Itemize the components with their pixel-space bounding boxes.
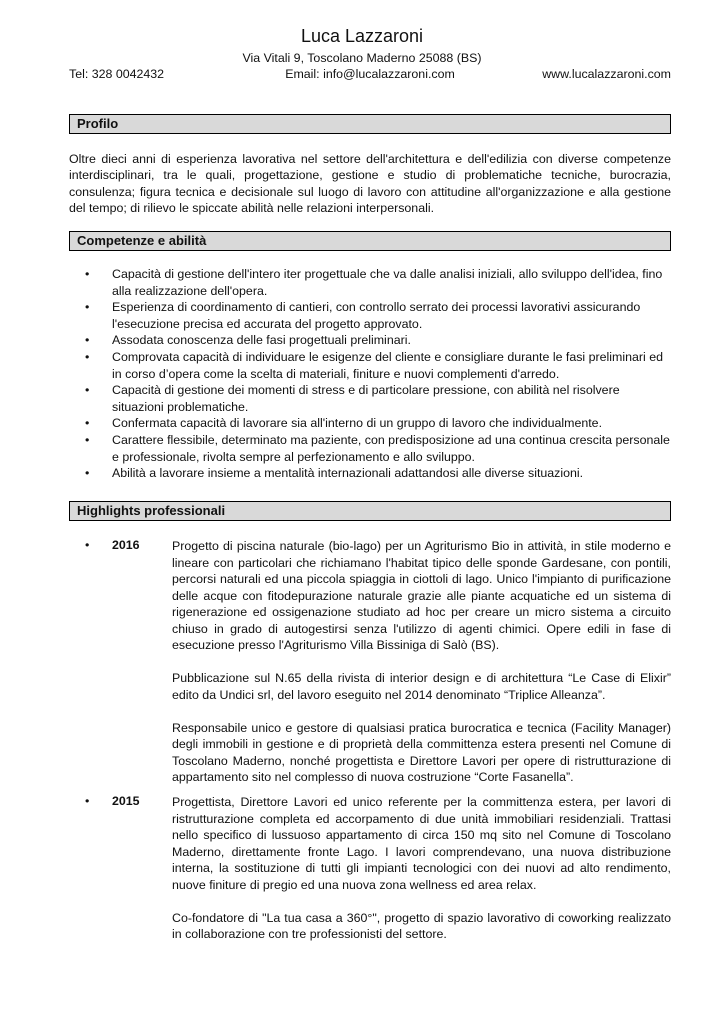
profilo-text: Oltre dieci anni di esperienza lavorativa nel settore dell'architettura e dell'edilizia con diverse competenze interdisciplinari, tra le quali, progettazione, gestione e studio di problematiche tecniche, burocrazia, consulenza; figura tecnica e decisionale sul luogo di lavoro con attitudine all'organizzazione e alla gestione del tempo; di rilievo le spiccate abilità nelle relazioni interpersonali. — [69, 152, 671, 215]
highlight-paragraph: Responsabile unico e gestore di qualsiasi pratica burocratica e tecnica (Facility Manager) degli immobili in gestione e di proprietà della committenza estera presenti nel Comune di Toscolano Maderno, nonché progettista e Direttore Lavori per opere di ristrutturazione di appartamento sito nel complesso di nuova costruzione “Corte Fasanella”. — [172, 720, 671, 784]
list-item-text: Confermata capacità di lavorare sia all'interno di un gruppo di lavoro che individualmente. — [112, 416, 603, 431]
bullet-icon: • — [85, 538, 90, 552]
cv-name: Luca Lazzaroni — [300, 26, 424, 46]
list-item-text: Capacità di gestione dell'intero iter progettuale che va dalle analisi iniziali, allo sviluppo dell'idea, fino alla realizzazione dell'opera. — [112, 267, 663, 298]
list-item — [69, 299, 671, 332]
highlight-body — [172, 538, 671, 802]
list-item — [69, 382, 671, 415]
competenze-list — [69, 266, 671, 482]
list-item-text: Comprovata capacità di individuare le esigenze del cliente e consigliare durante le fasi preliminari ed in corso d’opera come la scelta di materiali, finiture e nuovi complementi d'arredo. — [112, 349, 664, 381]
section-header-highlights: Highlights professionali — [69, 501, 671, 521]
list-item — [69, 332, 671, 349]
list-item — [69, 465, 671, 482]
highlight-paragraph: Progettista, Direttore Lavori ed unico referente per la committenza estera, per lavori di ristrutturazione completa ed accorpamento di due unità immobiliari residenziali. Trattasi nello specifico di lussuoso appartamento di circa 150 mq sito nel Comune di Toscolano Maderno, direttamente fronte Lago. I lavori comprendevano, una nuova distribuzione interna, la sostituzione di tutti gli impianti tecnologici con dei nuovi ad alto rendimento, nuove finiture di pregio ed una nuova zona wellness ed area relax. — [172, 795, 671, 892]
contact-phone: Tel: 328 0042432 — [69, 67, 165, 81]
bullet-icon: • — [85, 383, 90, 398]
bullet-icon: • — [85, 349, 90, 364]
bullet-icon: • — [85, 416, 90, 431]
highlight-paragraph: Progetto di piscina naturale (bio-lago) per un Agriturismo Bio in attività, in stile moderno e lineare con particolari che richiamano l'habitat tipico delle sponde Gardesane, con pontili, percorsi naturali ed una piccola spiaggia in ciottoli di lago. Unico l'impianto di purificazione delle acque con fitodepurazione naturale grazie alle piante acquatiche ed un sistema di rigenerazione ed ossigenazione studiato ad hoc per creare un micro sistema a circuito chiuso in grado di autogestirsi senza l'utilizzo di agenti chimici. Opere edili in fase di esecuzione presso l'Agriturismo Villa Bissiniga di Salò (BS). — [172, 539, 671, 652]
list-item — [69, 349, 671, 382]
bullet-icon: • — [85, 333, 90, 348]
list-item-text: Carattere flessibile, determinato ma paziente, con predisposizione ad una continua crescita personale e professionale, rivolta sempre al perfezionamento e allo sviluppo. — [112, 432, 670, 464]
bullet-icon: • — [85, 794, 90, 808]
list-item-text: Esperienza di coordinamento di cantieri, con controllo serrato dei processi lavorativi assicurando l'esecuzione precisa ed accurata del progetto approvato. — [112, 300, 641, 331]
highlight-paragraph: Co-fondatore di "La tua casa a 360°", progetto di spazio lavorativo di coworking realizzato in collaborazione con tre professionisti del settore. — [172, 910, 671, 941]
section-header-competenze: Competenze e abilità — [69, 231, 671, 251]
section-header-profilo: Profilo — [69, 114, 671, 134]
contact-website: www.lucalazzaroni.com — [542, 67, 671, 81]
highlight-year: 2015 — [112, 794, 140, 808]
contact-email: Email: info@lucalazzaroni.com — [285, 67, 455, 81]
cv-address: Via Vitali 9, Toscolano Maderno 25088 (BS) — [242, 51, 482, 65]
list-item-text: Assodata conoscenza delle fasi progettuali preliminari. — [112, 333, 411, 348]
list-item — [69, 415, 671, 432]
highlight-paragraph: Pubblicazione sul N.65 della rivista di interior design e di architettura “Le Case di Elixir” edito da Undici srl, del lavoro eseguito nel 2014 denominato “Triplice Alleanza”. — [172, 671, 671, 702]
bullet-icon: • — [85, 267, 90, 281]
list-item — [69, 266, 671, 299]
bullet-icon: • — [85, 300, 90, 315]
list-item-text: Capacità di gestione dei momenti di stress e di particolare pressione, con abilità nel risolvere situazioni problematiche. — [112, 383, 620, 414]
list-item — [69, 432, 671, 465]
bullet-icon: • — [85, 432, 90, 447]
contact-row — [69, 67, 671, 83]
bullet-icon: • — [85, 466, 90, 481]
list-item-text: Abilità a lavorare insieme a mentalità internazionali adattandosi alle diverse situazioni. — [112, 466, 584, 481]
highlight-year: 2016 — [112, 538, 140, 552]
highlight-body — [172, 794, 671, 959]
